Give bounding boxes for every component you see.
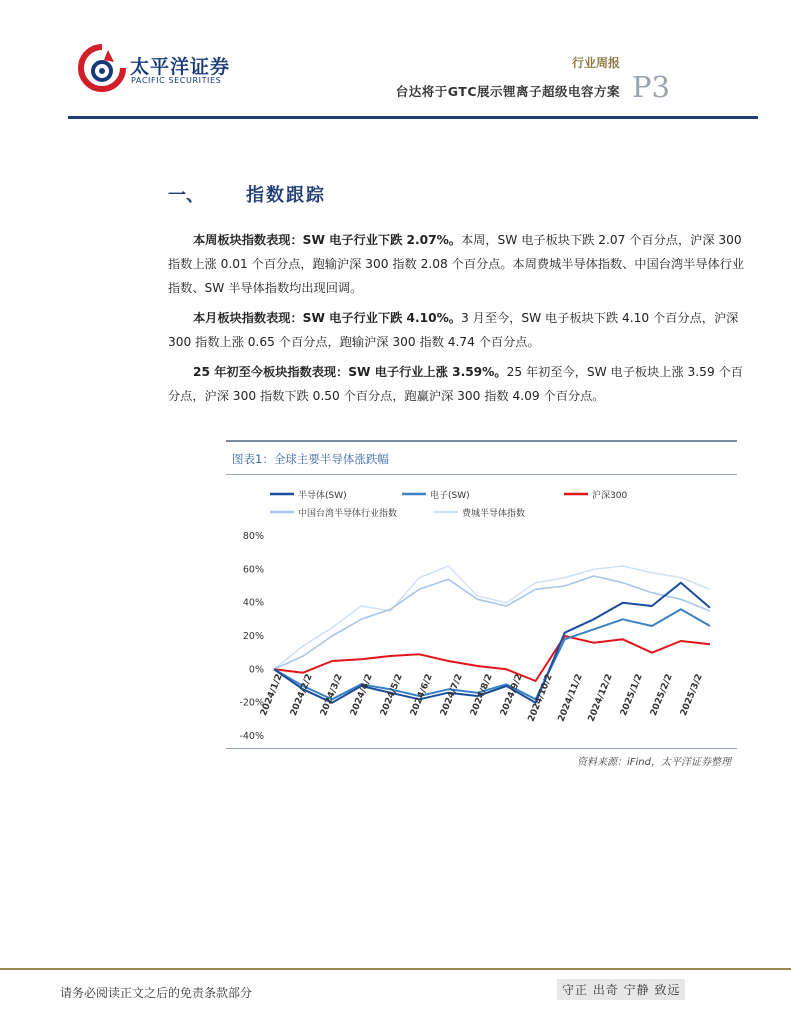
y-tick-label: 20% [242,631,264,642]
report-type: 行业周报 [571,56,620,70]
figure-1 [226,440,737,770]
x-tick-label: 2025/1/2 [618,672,645,718]
figure-bottom-rule [226,748,737,749]
legend-label: 电子(SW) [430,491,470,501]
header-divider [68,116,758,119]
y-tick-label: 60% [242,564,264,576]
figure-caption-rule [226,474,737,475]
y-tick-label: -20% [239,697,264,709]
y-tick-label: 80% [242,531,264,542]
paragraph-body: 本周，SW 电子板块下跌 2.07 个百分点，沪深 300 指数上涨 0.01 个百分点，跑输沪深 300 指数 2.08 个百分点。本周费城半导体指数、中国台湾半导体行业指数、SW 半导体指数均出现回调。 [168,233,745,295]
legend-label: 沪深300 [592,491,628,501]
legend-label: 费城半导体指数 [462,509,526,519]
x-tick-label: 2024/6/2 [408,672,435,718]
footer-disclaimer: 请务必阅读正文之后的免责条款部分 [60,986,253,1000]
x-tick-label: 2024/1/2 [258,672,285,718]
y-tick-label: -40% [239,731,264,742]
paragraph-weekly [168,228,748,300]
report-title: 台达将于GTC展示锂离子超级电容方案 [395,84,620,99]
section-title: 指数跟踪 [246,185,326,206]
logo-english-name: PACIFIC SECURITIES [131,76,222,85]
paragraph-monthly [168,306,748,354]
section-number: 一、 [168,185,204,206]
series-line [274,566,710,669]
x-tick-label: 2024/10/2 [526,672,555,724]
x-tick-label: 2024/8/2 [468,672,495,718]
semiconductor-index-chart [226,476,737,746]
x-tick-label: 2024/5/2 [378,672,405,718]
footer-divider [0,968,791,970]
y-tick-label: 0% [248,664,264,676]
x-tick-label: 2025/3/2 [678,672,705,718]
x-tick-label: 2024/9/2 [498,672,525,718]
y-tick-label: 40% [242,597,264,609]
logo-chinese-name: 太平洋证券 [130,56,231,78]
paragraph-ytd [168,360,748,408]
paragraph-lead: 25 年初至今板块指数表现：SW 电子行业上涨 3.59%。 [193,365,507,379]
legend-label: 半导体(SW) [298,491,347,501]
x-tick-label: 2024/4/2 [348,672,375,718]
x-tick-label: 2025/2/2 [648,672,675,718]
company-logo [78,44,268,94]
paragraph-lead: 本周板块指数表现：SW 电子行业下跌 2.07%。 [193,233,461,247]
figure-source: 资料来源：iFind，太平洋证券整理 [577,757,731,768]
x-tick-label: 2024/11/2 [556,672,585,724]
paragraph-lead: 本月板块指数表现：SW 电子行业下跌 4.10%。 [193,311,461,325]
logo-mark-icon [78,44,126,92]
series-line [274,636,710,681]
x-tick-label: 2024/3/2 [318,672,345,718]
page-number: P3 [632,70,670,104]
figure-caption: 图表1：全球主要半导体涨跌幅 [232,452,389,466]
paragraph-body: 3 月至今，SW 电子板块下跌 4.10 个百分点，沪深 300 指数上涨 0.65 个百分点，跑输沪深 300 指数 4.74 个百分点。 [168,311,739,349]
footer-motto: 守正 出奇 宁静 致远 [557,979,685,1000]
paragraph-body: 25 年初至今，SW 电子板块上涨 3.59 个百分点，沪深 300 指数下跌 0.50 个百分点，跑赢沪深 300 指数 4.09 个百分点。 [168,365,743,403]
figure-top-rule [226,440,737,442]
legend-label: 中国台湾半导体行业指数 [298,509,398,519]
x-tick-label: 2024/7/2 [438,672,465,718]
x-tick-label: 2024/2/2 [288,672,315,718]
x-tick-label: 2024/12/2 [586,672,615,724]
